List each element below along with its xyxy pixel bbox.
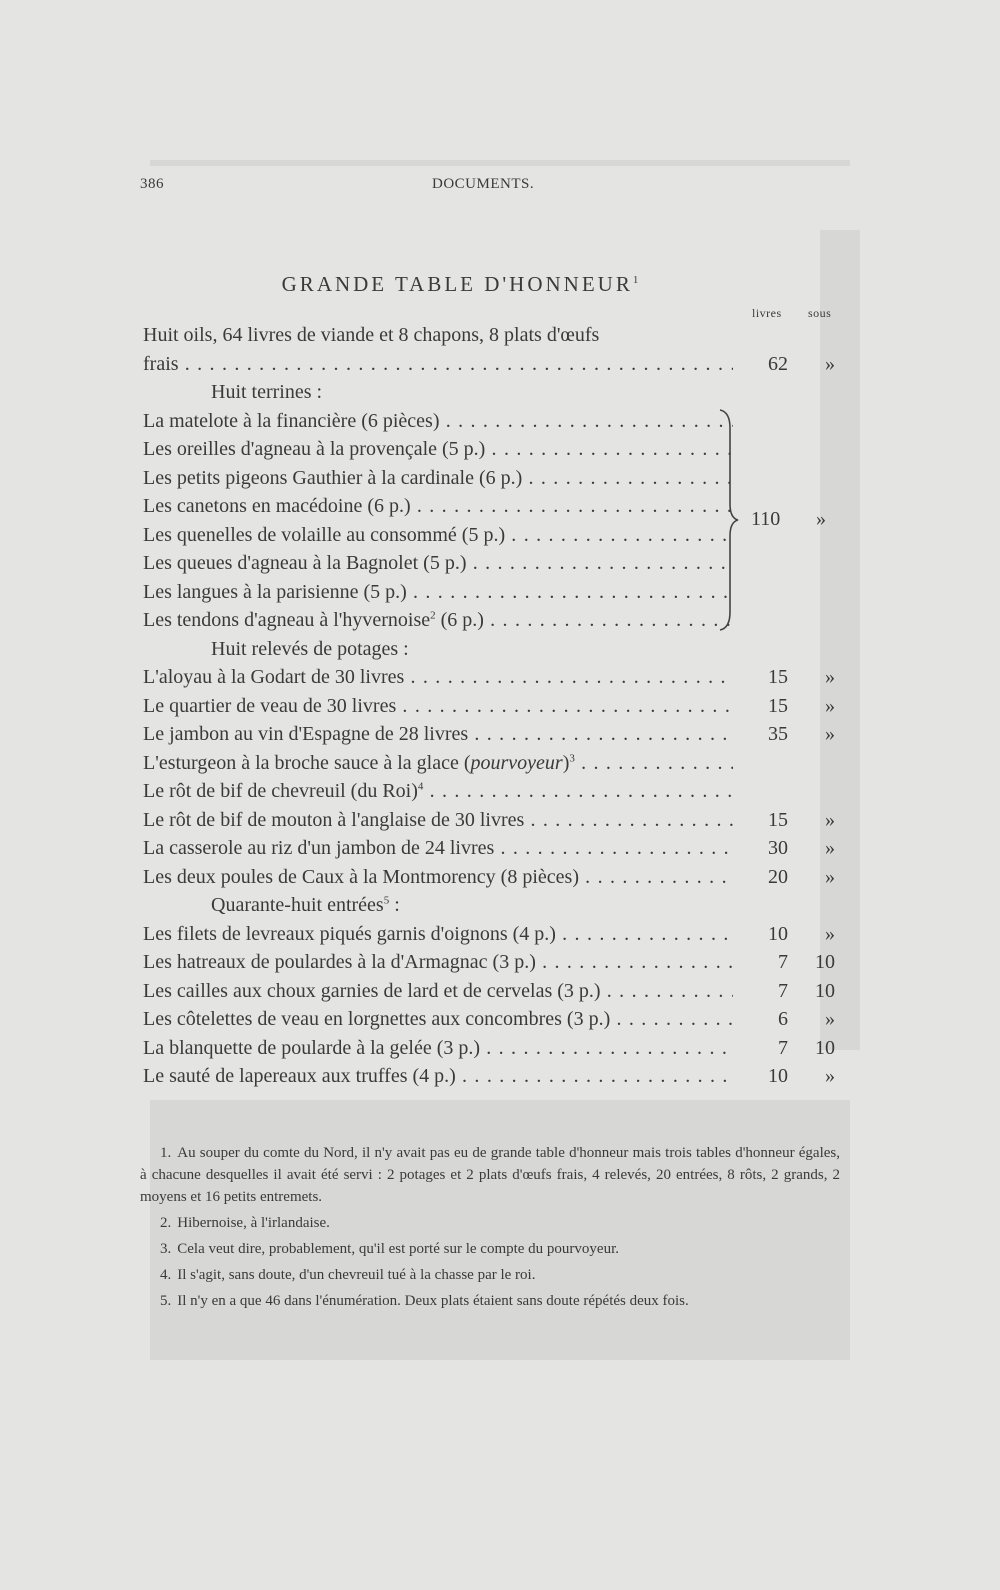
menu-line <box>143 752 843 780</box>
dish-name: L'aloyau à la Godart de 30 livres <box>143 666 405 688</box>
price-sous: » <box>825 837 835 859</box>
dish-name: L'esturgeon à la broche sauce à la glace ( <box>143 751 471 774</box>
price-livres: 7 <box>778 1036 788 1059</box>
section-heading <box>143 381 843 409</box>
line-text <box>211 894 801 917</box>
menu-line <box>143 353 843 381</box>
line-text <box>143 980 733 1003</box>
section-heading <box>143 894 843 922</box>
line-text <box>143 353 733 376</box>
dish-name: Le rôt de bif de chevreuil (du Roi) <box>143 780 418 802</box>
page-number: 386 <box>140 176 164 192</box>
footnotes <box>140 1142 840 1316</box>
dish-name: Huit relevés de potages : <box>211 637 409 660</box>
price-sous: » <box>825 1008 835 1030</box>
price-sous: » <box>825 1065 835 1087</box>
line-text <box>211 638 801 661</box>
brace-group-livres: 110 <box>751 508 781 530</box>
dish-name: Les cailles aux choux garnies de lard et de cervelas (3 p.) <box>143 979 601 1002</box>
dish-name: La matelote à la financière (6 pièces) <box>143 409 440 432</box>
footnote-number: 2. <box>160 1215 172 1231</box>
dish-name: Les tendons d'agneau à l'hyvernoise <box>143 609 431 631</box>
closing-paren: ) <box>562 751 570 774</box>
price-livres: 10 <box>768 922 788 945</box>
footnote-ref: 4 <box>417 780 424 793</box>
dish-name: Les queues d'agneau à la Bagnolet (5 p.) <box>143 552 467 574</box>
footnote-text: Il s'agit, sans doute, d'un chevreuil tué à la chasse par le roi. <box>177 1267 536 1283</box>
line-text <box>143 780 733 803</box>
menu-line <box>143 780 843 808</box>
line-text <box>143 1037 733 1060</box>
line-text <box>143 1008 733 1031</box>
menu-line <box>143 1037 843 1065</box>
price-livres: 20 <box>768 865 788 888</box>
line-text <box>143 752 733 775</box>
footnote-text: Cela veut dire, probablement, qu'il est porté sur le compte du pourvoyeur. <box>177 1241 620 1257</box>
dish-name: Les deux poules de Caux à la Montmorency (8 pièces) <box>143 865 579 888</box>
dish-name: frais <box>143 352 179 375</box>
menu-line <box>143 809 843 837</box>
price-livres: 15 <box>768 694 788 717</box>
brace-group-sous: » <box>816 508 826 530</box>
dish-name: Les canetons en macédoine (6 p.) <box>143 495 411 517</box>
right-brace <box>718 408 740 632</box>
dish-name: Le rôt de bif de mouton à l'anglaise de 30 livres <box>143 808 525 831</box>
line-text <box>211 381 801 404</box>
line-text <box>143 866 733 889</box>
dish-suffix: : <box>389 894 400 916</box>
price-sous: » <box>825 694 835 717</box>
line-text <box>143 467 733 490</box>
dish-name: Quarante-huit entrées <box>211 894 384 916</box>
price-sous: 10 <box>815 979 835 1002</box>
line-text <box>143 324 733 347</box>
running-title: DOCUMENTS. <box>432 176 535 192</box>
menu-line <box>143 837 843 865</box>
dish-name: Les filets de levreaux piqués garnis d'oignons (4 p.) <box>143 922 556 945</box>
footnote-number: 1. <box>160 1145 172 1161</box>
price-sous: » <box>825 865 835 888</box>
menu-line <box>143 866 843 894</box>
price-sous: » <box>825 723 835 745</box>
price-sous: » <box>825 666 835 688</box>
line-text <box>143 552 733 575</box>
footnote-number: 4. <box>160 1267 172 1283</box>
dish-name: Huit terrines : <box>211 381 323 403</box>
table-title <box>140 272 780 297</box>
price-sous: » <box>825 808 835 831</box>
price-livres: 35 <box>768 723 788 745</box>
price-sous: 10 <box>815 951 835 973</box>
dish-name: Les hatreaux de poulardes à la d'Armagnac (3 p.) <box>143 951 536 973</box>
menu-line <box>143 666 843 694</box>
line-text <box>143 837 733 860</box>
price-livres: 7 <box>778 951 788 973</box>
line-text <box>143 695 733 718</box>
footnote <box>140 1238 840 1260</box>
price-livres: 30 <box>768 837 788 859</box>
table-title-text: GRANDE TABLE D'HONNEUR <box>281 272 633 296</box>
dish-suffix: (6 p.) <box>435 609 484 631</box>
footnote-number: 5. <box>160 1293 172 1309</box>
price-livres: 6 <box>778 1008 788 1030</box>
price-sous: » <box>825 922 835 945</box>
footnote-number: 3. <box>160 1241 172 1257</box>
footnote-ref: 2 <box>430 609 436 622</box>
footnote <box>140 1264 840 1286</box>
line-text <box>143 609 733 632</box>
footnote-ref: 1 <box>632 274 639 286</box>
dish-name: La casserole au riz d'un jambon de 24 livres <box>143 837 495 859</box>
price-livres: 62 <box>768 352 788 375</box>
footnote-ref: 5 <box>383 894 390 907</box>
italic-text: pourvoyeur <box>470 751 563 774</box>
price-livres: 15 <box>768 666 788 688</box>
footnote-text: Hibernoise, à l'irlandaise. <box>177 1215 330 1231</box>
dish-name: Huit oils, 64 livres de viande et 8 chapons, 8 plats d'œufs <box>143 324 600 346</box>
dish-name: Le jambon au vin d'Espagne de 28 livres <box>143 723 469 745</box>
dish-name: Le sauté de lapereaux aux truffes (4 p.) <box>143 1065 456 1087</box>
line-text <box>143 809 733 832</box>
footnote <box>140 1142 840 1208</box>
menu-line <box>143 923 843 951</box>
menu-line <box>143 723 843 751</box>
footnote <box>140 1212 840 1234</box>
menu-line <box>143 324 843 352</box>
price-livres: 15 <box>768 808 788 831</box>
section-heading <box>143 638 843 666</box>
line-text <box>143 951 733 974</box>
line-text <box>143 524 733 547</box>
line-text <box>143 410 733 433</box>
footnote-text: Il n'y en a que 46 dans l'énumération. Deux plats étaient sans doute répétés deux fois. <box>177 1293 689 1309</box>
line-text <box>143 438 733 461</box>
price-sous: » <box>825 352 835 375</box>
running-head <box>140 176 840 200</box>
menu-line <box>143 951 843 979</box>
dish-name: Le quartier de veau de 30 livres <box>143 694 397 717</box>
footnote-ref: 3 <box>569 751 575 764</box>
dish-name: Les oreilles d'agneau à la provençale (5 p.) <box>143 438 486 460</box>
menu-line <box>143 695 843 723</box>
column-header-livres: livres <box>752 306 782 320</box>
dish-name: Les petits pigeons Gauthier à la cardinale (6 p.) <box>143 466 523 489</box>
column-header-sous: sous <box>808 306 832 320</box>
line-text <box>143 1065 733 1088</box>
menu-line <box>143 980 843 1008</box>
dish-name: Les côtelettes de veau en lorgnettes aux concombres (3 p.) <box>143 1008 611 1030</box>
price-livres: 10 <box>768 1065 788 1087</box>
line-text <box>143 923 733 946</box>
dish-name: Les langues à la parisienne (5 p.) <box>143 580 407 603</box>
line-text <box>143 581 733 604</box>
line-text <box>143 723 733 746</box>
dish-name: La blanquette de poularde à la gelée (3 p.) <box>143 1036 481 1059</box>
menu-line <box>143 1008 843 1036</box>
price-sous: 10 <box>815 1036 835 1059</box>
footnote <box>140 1290 840 1312</box>
price-livres: 7 <box>778 979 788 1002</box>
menu-line <box>143 1065 843 1093</box>
footnote-text: Au souper du comte du Nord, il n'y avait pas eu de grande table d'honneur mais trois tables d'honneur égales, à chacune desquelles il avait été servi : 2 potages et 2 plats d'œufs frais, 4 relevés, 20 entrées, 8 rôts, 2 grands, 2 moyens et 16 petits entremets. <box>140 1145 840 1205</box>
line-text <box>143 666 733 689</box>
line-text <box>143 495 733 518</box>
dish-name: Les quenelles de volaille au consommé (5 p.) <box>143 523 506 546</box>
